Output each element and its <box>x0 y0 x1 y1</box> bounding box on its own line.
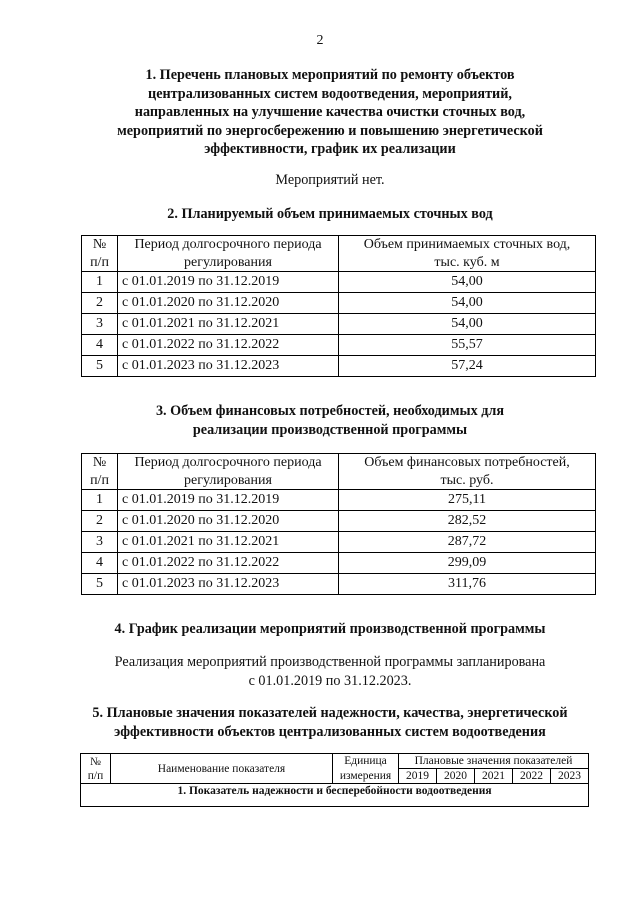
table-row: 5 с 01.01.2023 по 31.12.2023 57,24 <box>82 356 596 377</box>
num-header: № п/п <box>81 754 111 784</box>
finance-header: Объем финансовых потребностей, тыс. руб. <box>339 454 596 490</box>
section-3-title: 3. Объем финансовых потребностей, необходимых для реализации производственной программы <box>155 403 505 438</box>
table-row: 1 с 01.01.2019 по 31.12.2019 275,11 <box>82 490 596 511</box>
table-header-row <box>82 236 596 272</box>
year-header: 2021 <box>475 769 513 784</box>
period-header: Период долгосрочного периода регулирования <box>118 454 339 490</box>
section-5-title: 5. Плановые значения показателей надежности, качества, энергетической эффективности объектов централизованных систем водоотведения <box>92 705 568 740</box>
unit-header-line2: измерения <box>333 769 399 784</box>
table-subheading-row <box>81 784 589 807</box>
section-2-title: 2. Планируемый объем принимаемых сточных вод <box>167 206 493 222</box>
indicators-table <box>80 753 589 807</box>
section-1-text: Мероприятий нет. <box>275 172 385 188</box>
num-header: № п/п <box>82 454 118 490</box>
table-row: 1 с 01.01.2019 по 31.12.2019 54,00 <box>82 272 596 293</box>
plan-values-header: Плановые значения показателей <box>399 754 589 769</box>
table-row: 5 с 01.01.2023 по 31.12.2023 311,76 <box>82 574 596 595</box>
table-header-row <box>82 454 596 490</box>
table-row: 4 с 01.01.2022 по 31.12.2022 55,57 <box>82 335 596 356</box>
table-header-row <box>81 754 589 769</box>
year-header: 2022 <box>513 769 551 784</box>
year-header: 2019 <box>399 769 437 784</box>
year-header: 2020 <box>437 769 475 784</box>
section-1-title: 1. Перечень плановых мероприятий по ремонту объектов централизованных систем водоотведения, мероприятий, направленных на улучшение качества очистки сточных вод, мероприятий по энергосбережению и повышению энергетической эффективности, график их реализации <box>117 67 543 157</box>
section-4-text: Реализация мероприятий производственной программы запланирована с 01.01.2019 по 31.12.2023. <box>114 654 546 689</box>
page-number: 2 <box>316 33 324 48</box>
year-header: 2023 <box>551 769 589 784</box>
table-row: 3 с 01.01.2021 по 31.12.2021 54,00 <box>82 314 596 335</box>
table-row: 2 с 01.01.2020 по 31.12.2020 282,52 <box>82 511 596 532</box>
wastewater-volume-table <box>81 235 596 377</box>
reliability-subheading: 1. Показатель надежности и бесперебойности водоотведения <box>81 784 589 807</box>
period-header: Период долгосрочного периода регулирования <box>118 236 339 272</box>
financial-needs-table <box>81 453 596 595</box>
num-header: № п/п <box>82 236 118 272</box>
table-row: 2 с 01.01.2020 по 31.12.2020 54,00 <box>82 293 596 314</box>
indicator-name-header: Наименование показателя <box>111 754 333 784</box>
section-4-title: 4. График реализации мероприятий производственной программы <box>114 621 546 637</box>
table-row: 4 с 01.01.2022 по 31.12.2022 299,09 <box>82 553 596 574</box>
table-row: 3 с 01.01.2021 по 31.12.2021 287,72 <box>82 532 596 553</box>
unit-header-line1: Единица <box>333 754 399 769</box>
volume-header: Объем принимаемых сточных вод, тыс. куб. м <box>339 236 596 272</box>
